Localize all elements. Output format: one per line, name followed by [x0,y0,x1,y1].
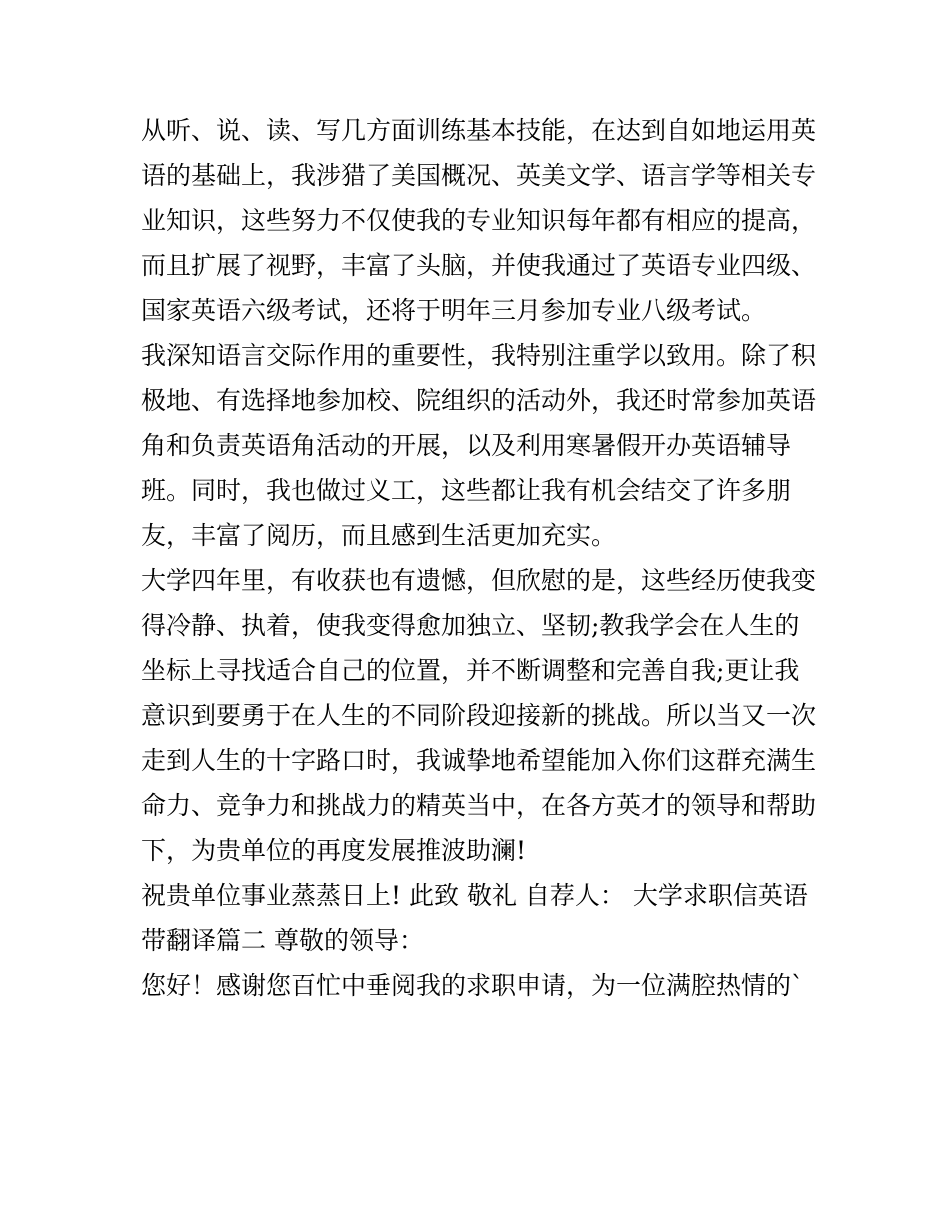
text-line: 班。同时，我也做过义工，这些都让我有机会结交了许多朋 [141,476,792,505]
text-line: 国家英语六级考试，还将于明年三月参加专业八级考试。 [141,296,767,325]
text-line: 得冷静、执着，使我变得愈加独立、坚韧;教我学会在人生的 [141,611,800,640]
text-line: 而且扩展了视野，丰富了头脑，并使我通过了英语专业四级、 [141,251,817,280]
text-line: 祝贵单位事业蒸蒸日上! 此致 敬礼 自荐人： 大学求职信英语 [141,881,808,910]
text-line: 我深知语言交际作用的重要性，我特别注重学以致用。除了积 [141,341,817,370]
text-line: 业知识，这些努力不仅使我的专业知识每年都有相应的提高， [141,206,817,235]
text-line: 角和负责英语角活动的开展，以及利用寒暑假开办英语辅导 [141,431,792,460]
text-line: 命力、竞争力和挑战力的精英当中，在各方英才的领导和帮助 [141,791,817,820]
text-line: 极地、有选择地参加校、院组织的活动外，我还时常参加英语 [141,386,817,415]
text-line: 意识到要勇于在人生的不同阶段迎接新的挑战。所以当又一次 [141,701,817,730]
text-line: 友，丰富了阅历，而且感到生活更加充实。 [141,521,617,550]
text-line: 坐标上寻找适合自己的位置，并不断调整和完善自我;更让我 [141,656,800,685]
text-line: 您好！感谢您百忙中垂阅我的求职申请，为一位满腔热情的` [141,971,804,1000]
text-line: 从听、说、读、写几方面训练基本技能，在达到自如地运用英 [141,116,817,145]
text-line: 语的基础上，我涉猎了美国概况、英美文学、语言学等相关专 [141,161,817,190]
text-line: 带翻译篇二 尊敬的领导： [141,926,424,955]
text-line: 下，为贵单位的再度发展推波助澜! [141,836,527,865]
body-text [141,108,821,1008]
text-line: 大学四年里，有收获也有遗憾，但欣慰的是，这些经历使我变 [141,566,817,595]
text-line: 走到人生的十字路口时，我诚挚地希望能加入你们这群充满生 [141,746,817,775]
